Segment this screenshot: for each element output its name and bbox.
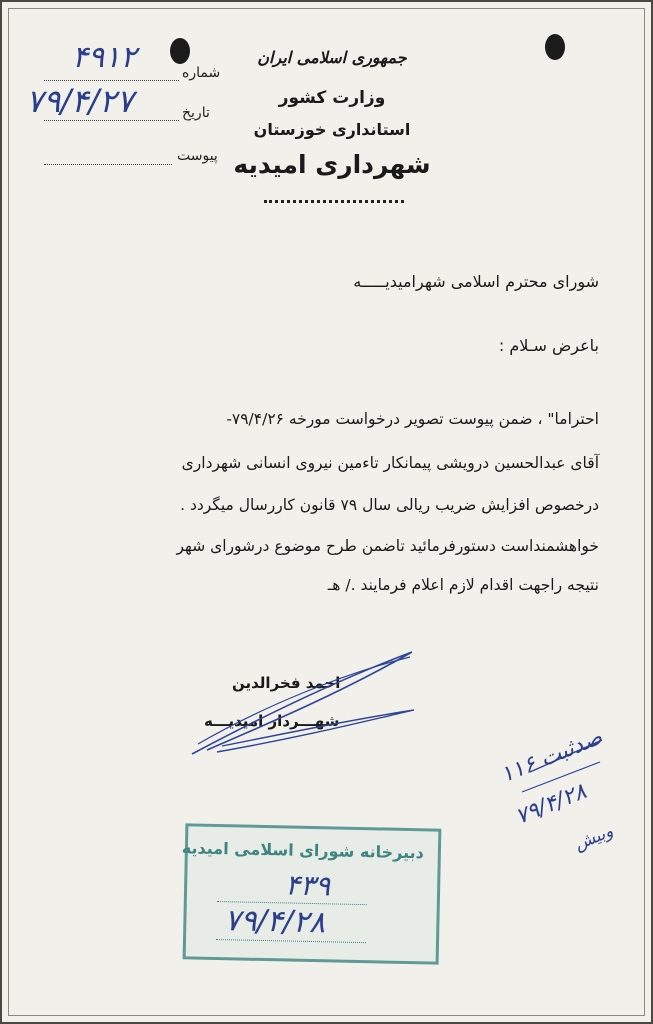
attachment-label: پیوست <box>177 148 218 164</box>
date-label: تاریخ <box>182 105 210 121</box>
letterhead-divider <box>264 200 404 203</box>
letterhead-title: شهرداری امیدیه <box>233 150 431 179</box>
date-value: ۷۹/۴/۲۷ <box>26 82 134 120</box>
annotation-line1: صدثبت ۱۱۶ <box>497 724 606 789</box>
number-line <box>44 80 179 81</box>
letterhead-line2: وزارت کشور <box>278 88 386 108</box>
stamp-number: ۴۳۹ <box>284 868 331 903</box>
body-line-3: درخصوص افزایش ضریب ریالی سال ۷۹ قانون کاررسال میگردد . <box>180 496 599 514</box>
secretariat-stamp <box>183 823 442 964</box>
punch-hole-right <box>545 34 565 60</box>
attachment-line <box>44 164 172 165</box>
body-line-4: خواهشمنداست دستورفرمائید تاضمن طرح موضوع درشورای شهر <box>176 537 599 555</box>
stamp-date-line <box>216 939 366 943</box>
body-line-5: نتیجه راجهت اقدام لازم اعلام فرمایند ./ هـ <box>327 576 599 594</box>
greeting-line: باعرض سـلام : <box>498 336 599 355</box>
letterhead-line3: استانداری خوزستان <box>253 120 411 139</box>
body-line-2: آقای عبدالحسین درویشی پیمانکار تاءمین نیروی انسانی شهرداری <box>181 454 599 472</box>
letterhead-line1: جمهوری اسلامی ایران <box>257 48 407 67</box>
stamp-title: دبیرخانه شورای اسلامی امیدیه <box>181 838 425 863</box>
signatory-title: شهـــردار امیدیـــه <box>204 712 340 730</box>
annotation-line2: ۷۹/۴/۲۸ <box>512 779 590 830</box>
number-label: شماره <box>182 65 221 81</box>
body-line-1: احتراما" ، ضمن پیوست تصویر درخواست مورخه ۷۹/۴/۲۶- <box>226 410 599 428</box>
annotation-line3: وبیش <box>571 821 617 855</box>
stamp-date: ۷۹/۴/۲۸ <box>224 903 326 941</box>
number-value: ۴۹۱۲ <box>72 40 137 75</box>
signatory-name: احمد فخرالدین <box>232 674 341 692</box>
date-line <box>44 120 179 121</box>
recipient-line: شورای محترم اسلامی شهرامیدیـــــه <box>353 272 599 291</box>
